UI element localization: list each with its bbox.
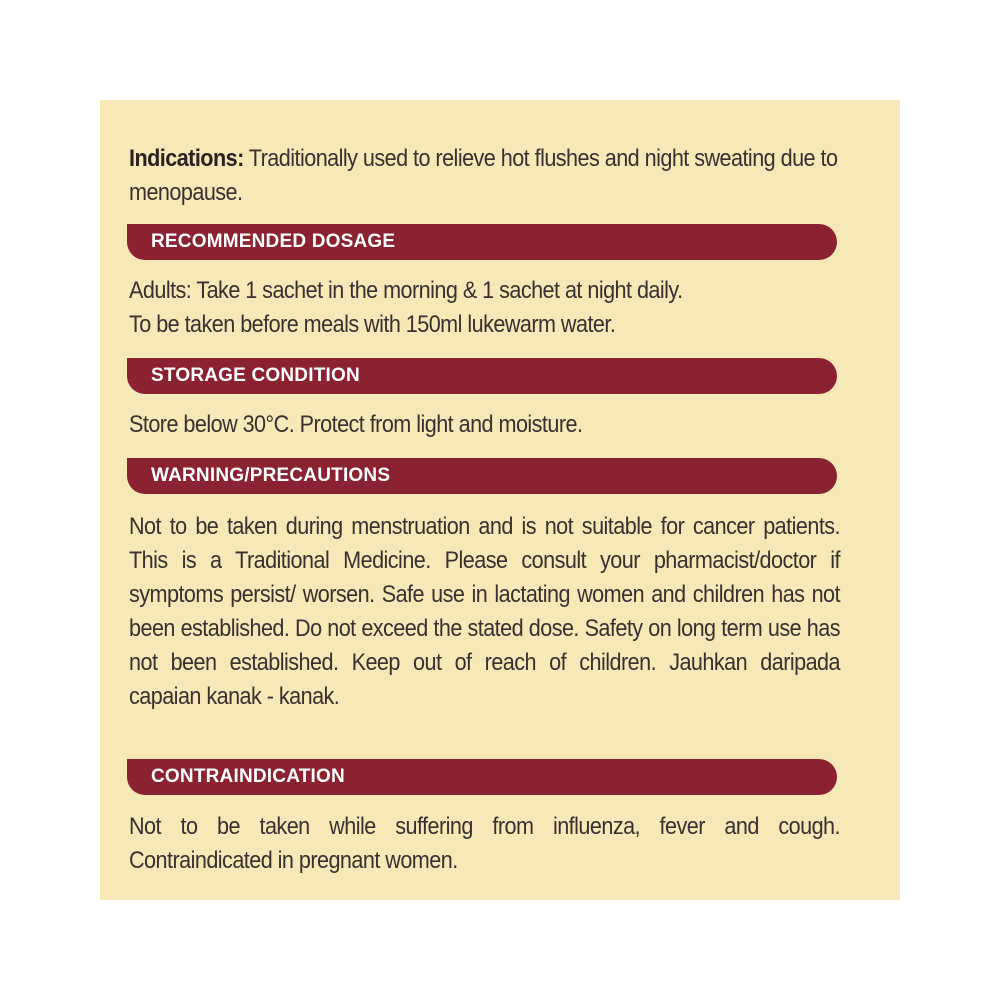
dosage-line-1: Adults: Take 1 sachet in the morning & 1 sachet at night daily. (129, 277, 683, 304)
indications-text: Traditionally used to relieve hot flushes and night sweating due to menopause. (129, 145, 838, 206)
label-panel (100, 100, 900, 900)
indications-paragraph (129, 142, 840, 210)
dosage-line-2: To be taken before meals with 150ml lukewarm water. (129, 311, 616, 338)
warning-text: Not to be taken during menstruation and is not suitable for cancer patients. This is a Traditional Medicine. Please consult your pharmacist/doctor if symptoms persist/ worsen. Safe use in lactating women and children has not been established. Do not exceed the stated dose. Safety on long term use has not been established. Keep out of reach of children. Jauhkan daripada capaian kanak - kanak. (129, 513, 840, 710)
warning-precautions-heading: WARNING/PRECAUTIONS (127, 458, 837, 494)
contraindication-text: Not to be taken while suffering from influenza, fever and cough. Contraindicated in pregnant women. (129, 813, 840, 874)
storage-condition-heading: STORAGE CONDITION (127, 358, 837, 394)
storage-text: Store below 30°C. Protect from light and moisture. (129, 411, 583, 438)
contraindication-heading: CONTRAINDICATION (127, 759, 837, 795)
indications-label: Indications: (129, 145, 244, 172)
recommended-dosage-heading: RECOMMENDED DOSAGE (127, 224, 837, 260)
